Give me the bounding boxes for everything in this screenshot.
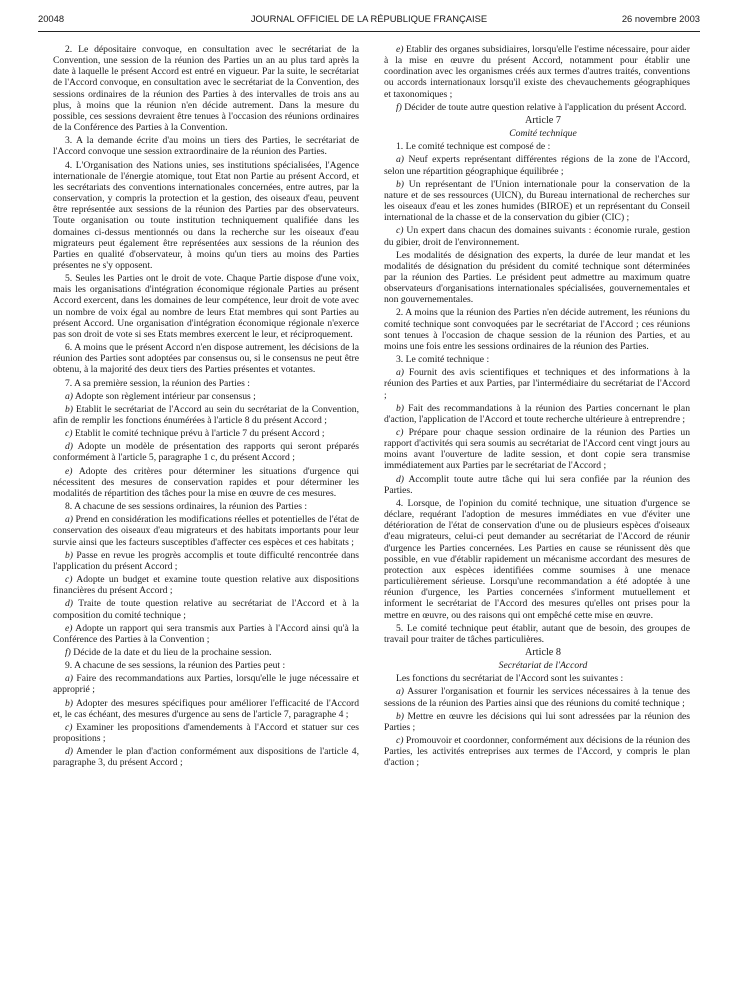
paragraph: Les fonctions du secrétariat de l'Accord sont les suivantes : [396,673,624,685]
page-number: 20048 [38,13,65,24]
journal-title: JOURNAL OFFICIEL DE LA RÉPUBLIQUE FRANÇAISE [250,13,488,24]
item-text: Décide de la date et du lieu de la prochaine session. [73,646,272,658]
list-item [53,391,359,402]
item-letter: b) [396,402,405,414]
paragraph: 4. L'Organisation des Nations unies, ses institutions spécialisées, l'Agence internationale de l'énergie atomique, tout Etat non Partie au présent Accord, et les secrétariats des conventions internationales concernées, entre autres, par la conservation, y compris la protection et la gestion, des oiseaux d'eau, peuvent être représentée aux sessions de la réunion des Parties par des observateurs. Toute organisation ou toute institution techniquement qualifiée dans les domaines ci-dessus mentionnés ou dans la recherche sur les oiseaux d'eau migrateurs peut également être représentées aux sessions de la réunion des Parties en qualité d'observateur, à moins qu'un tiers au moins des Parties présentes ne s'y opposent. [53,159,359,271]
item-text: Adopter des mesures spécifiques pour améliorer l'efficacité de l'Accord et, le cas échéant, des mesures d'urgence au sens de l'article 7, paragraphe 4 ; [53,697,360,720]
paragraph: 2. Le dépositaire convoque, en consultation avec le secrétariat de la Convention, une session de la réunion des Parties un an au plus tard après la date à laquelle le présent Accord est entré en vigueur. Par la suite, le secrétariat de l'Accord convoque, en consultation avec le secrétariat de la Convention, des sessions ordinaires de la réunion des Parties à des intervalles de trois ans au plus, à moins que la réunion n'en décide autrement. Dans la mesure du possible, ces sessions devraient être tenues à l'occasion des réunions ordinaires de la Conférence des Parties à la Convention. [53,44,359,134]
item-text: Adopte un budget et examine toute question relative aux dispositions financières du présent Accord ; [53,574,360,597]
article-title: Article 7 [525,114,561,126]
list-item [53,428,359,439]
page-header [38,13,700,27]
left-column [53,44,359,771]
list-item [53,598,359,620]
item-text: Mettre en œuvre les décisions qui lui sont adressées par la réunion des Parties ; [384,710,691,733]
list-item [53,550,359,572]
paragraph: 9. A chacune de ses sessions, la réunion des Parties peut : [65,660,286,672]
list-item [384,711,690,733]
item-text: Traite de toute question relative au secrétariat de l'Accord et à la composition du comité technique ; [53,598,359,621]
item-letter: e) [65,465,73,477]
item-letter: d) [65,598,74,610]
paragraph: 5. Seules les Parties ont le droit de vote. Chaque Partie dispose d'une voix, mais les organisations d'intégration économique régionale Parties au présent Accord exercent, dans les domaines de leur compétence, leur droit de vote avec un nombre de voix égal au nombre de leurs Etat membres qui sont Parties au présent Accord. Une organisation d'intégration économique régionale n'exerce pas son droit de vote si ses Etats membres exercent le leur, et réciproquement. [53,273,359,340]
item-letter: f) [65,646,71,658]
list-item [384,154,690,176]
list-item [384,735,690,768]
item-text: Prend en considération les modifications réelles et potentielles de l'état de conservation des oiseaux d'eau migrateurs et des habitats importants pour leur survie ainsi que les facteurs susceptibles d'affecter ces espèces et ces habitats ; [53,514,360,548]
item-text: Prépare pour chaque session ordinaire de la réunion des Parties un rapport d'activités qui sera soumis au secrétariat de l'Accord cent vingt jours au moins avant l'ouverture de ladite session, et dont copie sera transmise immédiatement aux Parties par le secrétariat de l'Accord ; [384,427,690,472]
paragraph: 3. A la demande écrite d'au moins un tiers des Parties, le secrétariat de l'Accord convoque une session extraordinaire de la réunion des Parties. [53,135,359,158]
item-letter: a) [65,673,74,685]
item-text: Examiner les propositions d'amendements à l'Accord et statuer sur ces propositions ; [53,721,359,745]
item-letter: e) [65,622,73,634]
right-column [384,44,690,771]
list-item [384,474,690,496]
item-letter: a) [65,514,74,526]
item-letter: f) [396,101,402,113]
header-rule [38,31,700,32]
list-item [384,686,690,708]
item-text: Faire des recommandations aux Parties, lorsqu'elle le juge nécessaire et approprié ; [53,673,360,696]
item-text: Fait des recommandations à la réunion des Parties concernant le plan d'action, l'application de l'Accord et toute recherche ultérieure à entreprendre ; [384,402,690,425]
list-item [53,404,359,426]
item-letter: a) [396,367,405,379]
list-item [384,179,690,224]
item-letter: a) [65,390,74,402]
paragraph: Les modalités de désignation des experts, la durée de leur mandat et les modalités de désignation du président du comité technique sont déterminées par la réunion des Parties. Le président peut admettre au maximum quatre observateurs d'organisations internationales spécialisées, gouvernementales et non gouvernementales. [384,249,690,306]
list-item [53,623,359,645]
list-item [53,466,359,499]
paragraph: 8. A chacune de ses sessions ordinaires, la réunion des Parties : [65,501,308,513]
publication-date: 26 novembre 2003 [621,13,700,24]
item-letter: b) [396,178,405,190]
list-item [384,44,690,100]
list-item [53,722,359,744]
item-letter: c) [65,721,73,733]
item-letter: d) [65,746,74,758]
item-letter: c) [396,427,404,438]
item-text: Etablir des organes subsidiaires, lorsqu'elle l'estime nécessaire, pour aider à la mise en œuvre du présent Accord, notamment pour établir une coordination avec les organismes créés aux termes d'autres traités, conventions ou accords internationaux lorsqu'il existe des chevauchements géographiques et taxonomiques ; [384,44,690,100]
item-text: Accomplit toute autre tâche qui lui sera confiée par la réunion des Parties. [384,473,690,496]
paragraph: 6. A moins que le présent Accord n'en dispose autrement, les décisions de la réunion des Parties sont adoptées par consensus ou, si le consensus ne peut être obtenu, à la majorité des deux tiers des Parties présentes et votantes. [53,342,359,376]
item-text: Fournit des avis scientifiques et techniques et des informations à la réunion des Parties et aux Parties, par l'intermédiaire du secrétariat de l'Accord ; [384,367,690,401]
item-text: Amender le plan d'action conformément aux dispositions de l'article 4, paragraphe 3, du présent Accord ; [53,746,359,769]
list-item [53,746,359,768]
list-item [384,367,690,400]
article-subtitle: Comité technique [509,128,577,140]
item-letter: c) [65,574,73,586]
list-item [53,574,359,596]
item-letter: c) [65,428,73,440]
item-text: Adopte son règlement intérieur par consensus ; [74,390,256,402]
item-letter: b) [65,697,74,709]
item-letter: b) [65,403,74,415]
paragraph: 1. Le comité technique est composé de : [396,141,551,153]
item-letter: a) [396,154,405,166]
item-text: Etablit le comité technique prévu à l'article 7 du présent Accord ; [74,428,325,440]
item-text: Adopte un rapport qui sera transmis aux Parties à l'Accord ainsi qu'à la Conférence des Parties à la Convention ; [53,622,359,645]
list-item [53,441,359,463]
paragraph: 3. Le comité technique : [396,354,490,366]
item-text: Passe en revue les progrès accomplis et toute difficulté rencontrée dans l'application du présent Accord ; [53,549,359,572]
item-letter: c) [396,735,404,747]
item-text: Décider de toute autre question relative à l'application du présent Accord. [404,101,687,113]
list-item [53,647,359,658]
item-letter: d) [65,441,74,453]
list-item [53,698,359,720]
article-title: Article 8 [525,646,561,658]
list-item [384,102,690,113]
list-item [384,225,690,247]
item-text: Adopte des critères pour déterminer les situations d'urgence qui nécessitent des mesures de conservation rapides et pour déterminer les modalités de répartition des tâches pour la mise en œuvre de ces mesures. [53,465,360,499]
item-text: Neuf experts représentant différentes régions de la zone de l'Accord, selon une répartition géographique équilibrée ; [384,154,691,177]
item-letter: a) [396,686,405,698]
item-letter: b) [65,549,74,561]
item-text: Un expert dans chacun des domaines suivants : économie rurale, gestion du gibier, droit de l'environnement. [384,225,691,248]
item-letter: c) [396,225,404,237]
paragraph: 7. A sa première session, la réunion des Parties : [65,377,250,389]
list-item [53,514,359,547]
article-subtitle: Secrétariat de l'Accord [498,660,588,672]
paragraph: 2. A moins que la réunion des Parties n'en décide autrement, les réunions du comité technique sont convoquées par le secrétariat de l'Accord ; ces réunions sont tenues à l'occasion de chaque session de la réunion des Parties, et au moins une fois entre les sessions ordinaires de la réunion des Parties. [384,307,690,352]
item-text: Un représentant de l'Union internationale pour la conservation de la nature et de ses ressources (UICN), du Bureau international de recherches sur les oiseaux d'eau et les zones humides (BIROE) et un représentant du Conseil international de la chasse et de la conservation du gibier (CIC) ; [384,178,690,224]
paragraph: 5. Le comité technique peut établir, autant que de besoin, des groupes de travail pour traiter de tâches particulières. [384,622,690,645]
list-item [384,427,690,472]
item-letter: e) [396,44,404,55]
item-text: Assurer l'organisation et fournir les services nécessaires à la tenue des sessions de la réunion des Parties ainsi que des réunions du comité technique ; [384,686,691,709]
item-text: Adopte un modèle de présentation des rapports qui seront préparés conformément à l'article 5, paragraphe 1 c, du présent Accord ; [53,441,359,464]
list-item [384,403,690,425]
item-text: Etablit le secrétariat de l'Accord au sein du secrétariat de la Convention, afin de remplir les fonctions énumérées à l'article 8 du présent Accord ; [53,403,359,426]
list-item [53,673,359,695]
paragraph: 4. Lorsque, de l'opinion du comité technique, une situation d'urgence se déclare, requérant l'adoption de mesures immédiates en vue d'éviter une détérioration de l'état de conservation d'une ou de plusieurs espèces d'oiseaux d'eau migrateurs, celui-ci peut demander au secrétariat de l'Accord de réunir d'urgence les Parties concernées. Les Parties en cause se réunissent dès que possible, en vue d'établir rapidement un mécanisme accordant des mesures de protection aux espèces identifiées comme soumises à une menace particulièrement sérieuse. Lorsqu'une recommandation a été adoptée à une réunion d'urgence, les Parties concernées s'informent mutuellement et informent le secrétariat de l'Accord des mesures qu'elles ont prises pour la mettre en œuvre, ou des raisons qui ont empêché cette mise en œuvre. [384,497,690,621]
item-text: Promouvoir et coordonner, conformément aux décisions de la réunion des Parties, les activités entreprises aux termes de l'Accord, y compris le plan d'action ; [384,735,690,769]
item-letter: d) [396,473,405,485]
item-letter: b) [396,710,405,722]
